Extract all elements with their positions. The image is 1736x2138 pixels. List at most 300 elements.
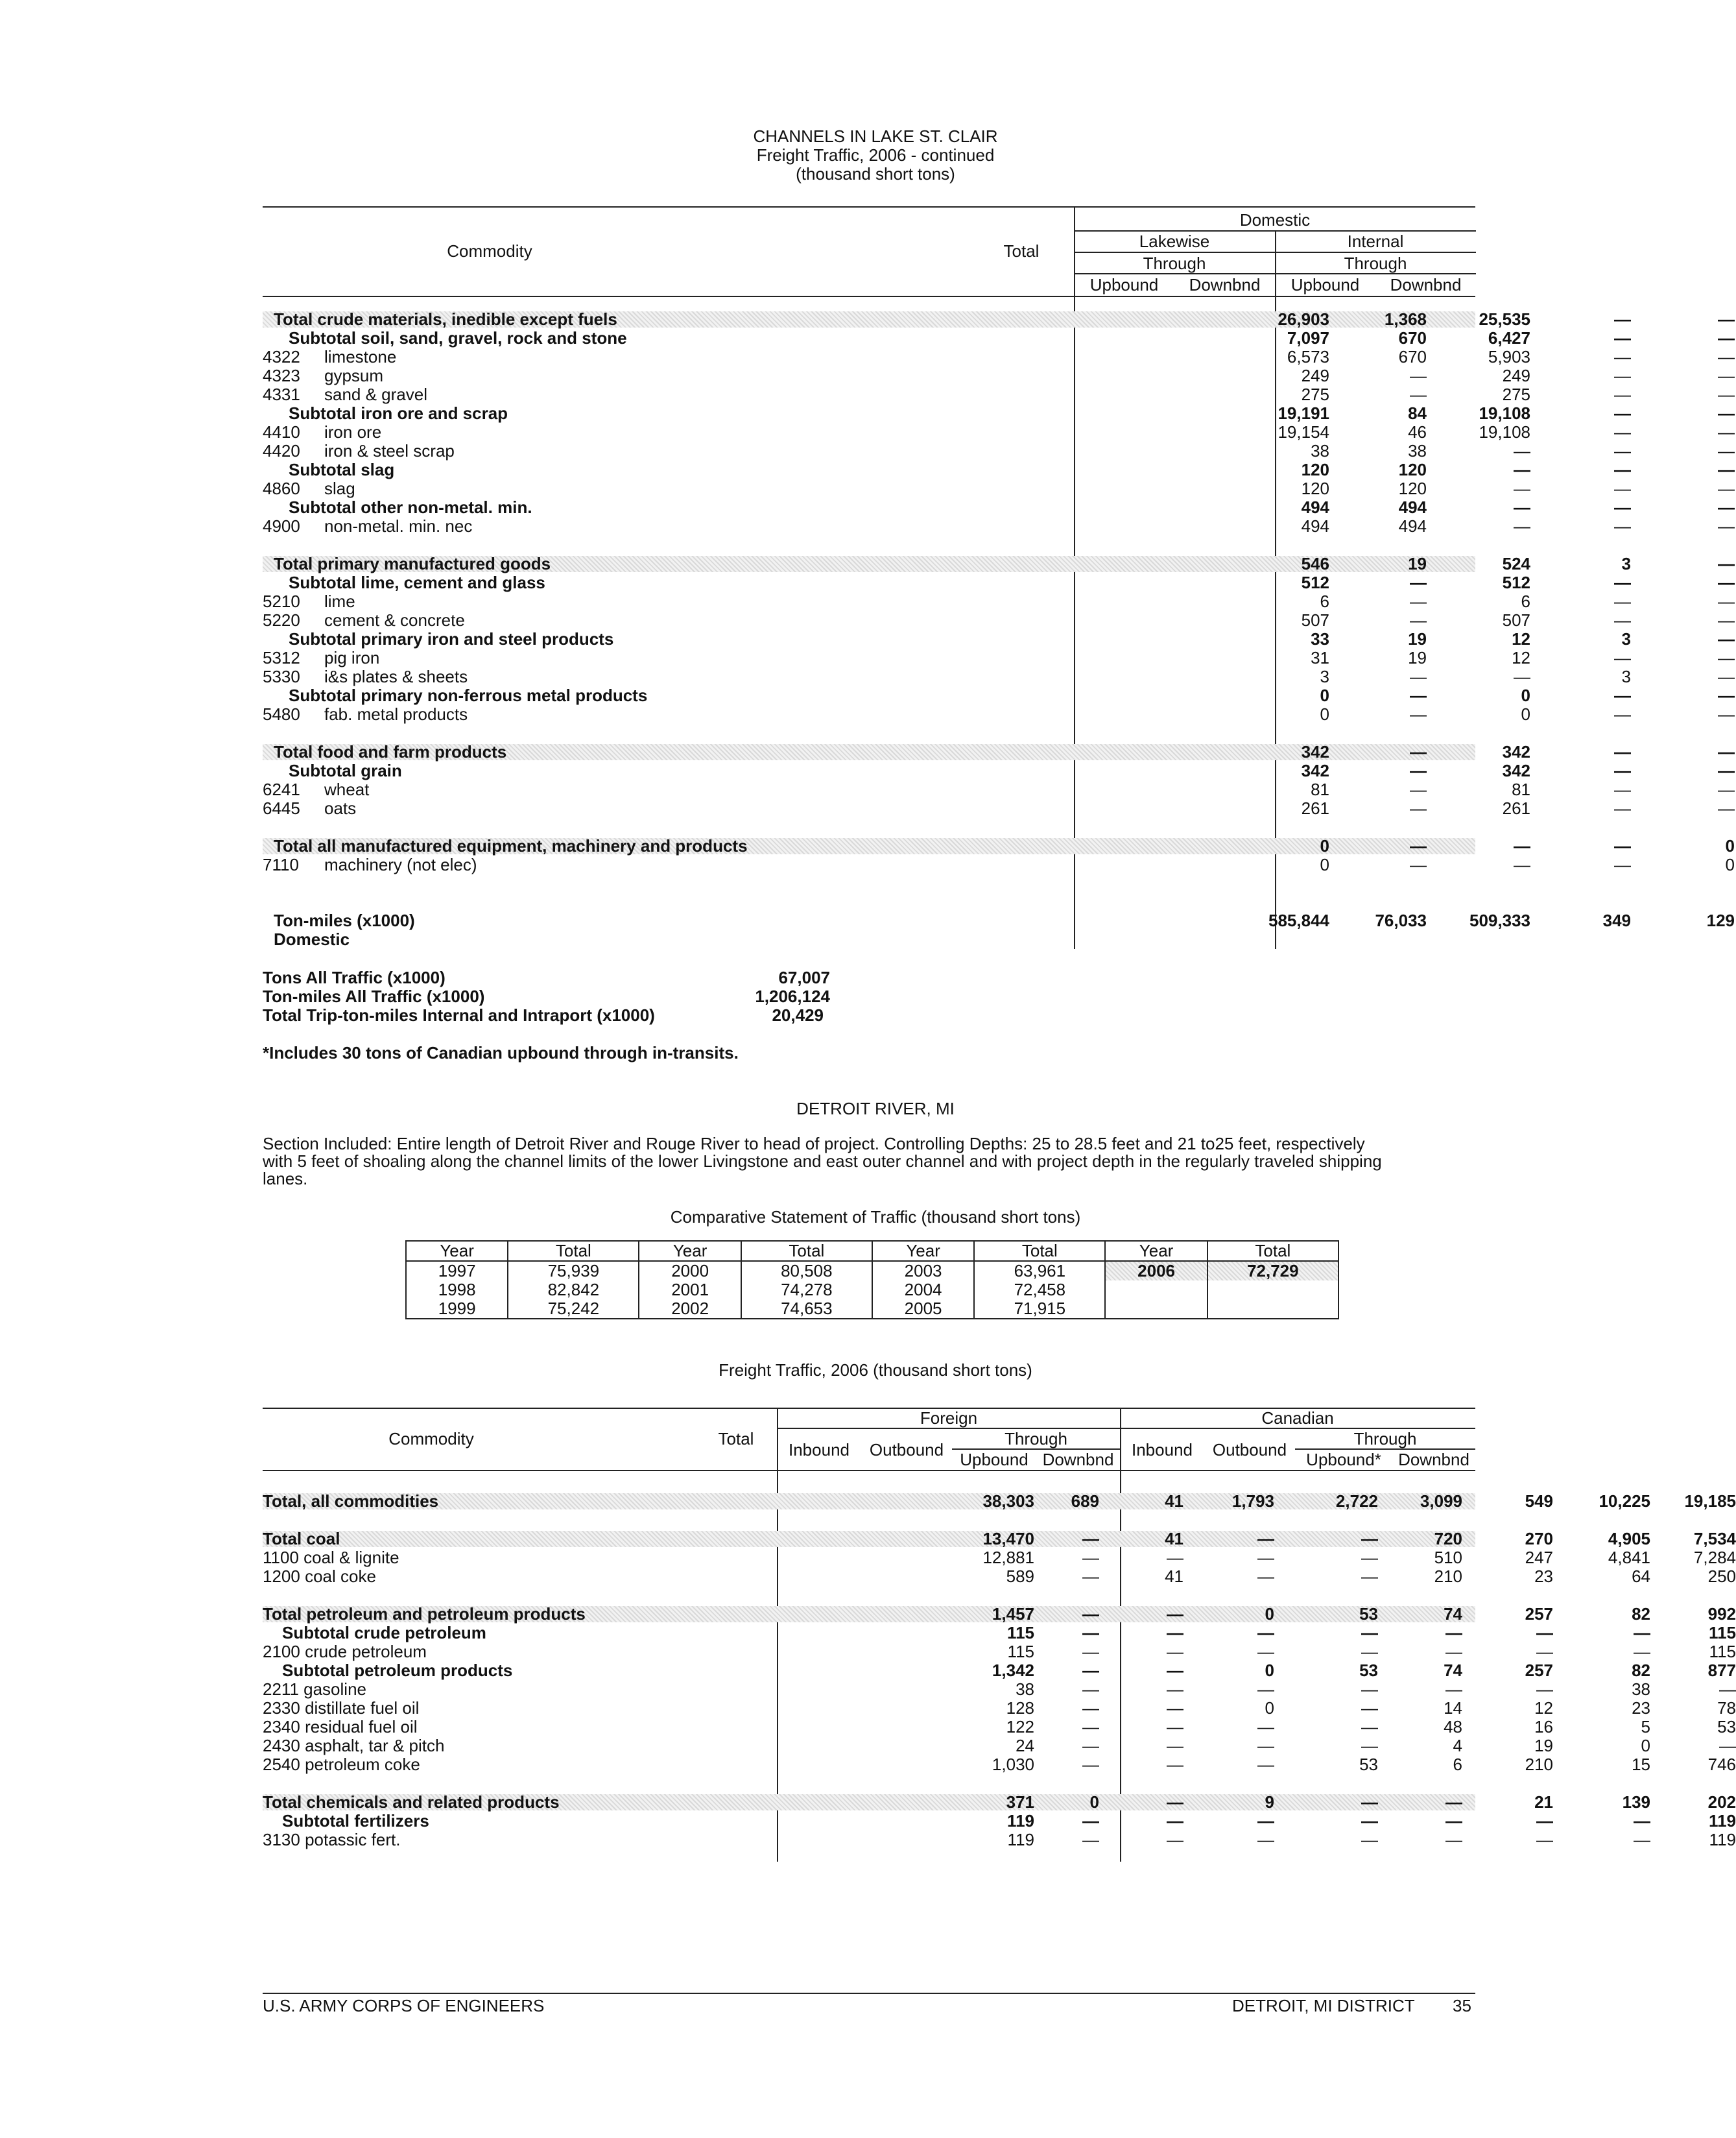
comp-cell: 2006 bbox=[1105, 1261, 1207, 1280]
commodity-code: 6445 bbox=[263, 799, 300, 818]
comp-cell: 74,278 bbox=[741, 1280, 872, 1299]
canadian-outbound: 16 bbox=[1534, 1717, 1553, 1736]
table-row bbox=[263, 1698, 1736, 1718]
commodity-label: Total crude materials, inedible except fuels bbox=[274, 309, 617, 329]
lakewise-downbnd: 275 bbox=[1502, 385, 1530, 404]
lakewise-upbound: — bbox=[1410, 573, 1427, 592]
total-value: 1,457 bbox=[992, 1604, 1034, 1624]
lakewise-downbnd: 512 bbox=[1502, 573, 1530, 592]
lakewise-downbnd: — bbox=[1514, 498, 1530, 517]
foreign-through-upbound: — bbox=[1257, 1642, 1274, 1661]
comp-cell: 72,458 bbox=[974, 1280, 1105, 1299]
foreign-through-upbound: — bbox=[1257, 1830, 1274, 1849]
table-row bbox=[263, 1642, 1736, 1661]
table-row bbox=[263, 1736, 1736, 1755]
table-row bbox=[263, 799, 1735, 818]
total-value: 122 bbox=[1006, 1717, 1034, 1736]
table-row bbox=[263, 742, 1735, 762]
foreign-through-downbnd: 53 bbox=[1359, 1661, 1378, 1680]
commodity-label: 1100 coal & lignite bbox=[263, 1548, 399, 1567]
internal-upbound: — bbox=[1614, 704, 1631, 724]
table-row bbox=[263, 1604, 1736, 1624]
canadian-through-downbnd: 7,284 bbox=[1693, 1548, 1736, 1567]
comp-header-cell: Year bbox=[639, 1241, 741, 1261]
comp-cell: 1999 bbox=[406, 1299, 508, 1319]
commodity-code: 5330 bbox=[263, 667, 300, 686]
comp-cell: 72,729 bbox=[1207, 1261, 1338, 1280]
total-value: 1,030 bbox=[992, 1755, 1034, 1774]
canadian-outbound: 23 bbox=[1534, 1567, 1553, 1586]
table-row bbox=[263, 516, 1735, 536]
total-value: 26,903 bbox=[1278, 309, 1329, 329]
comp-cell bbox=[1105, 1280, 1207, 1299]
canadian-through-upbound: 10,225 bbox=[1599, 1491, 1650, 1511]
internal-downbnd: — bbox=[1718, 422, 1735, 442]
section2-title: DETROIT RIVER, MI bbox=[796, 1099, 955, 1118]
canadian-through-downbnd: 202 bbox=[1707, 1792, 1736, 1812]
lakewise-upbound: — bbox=[1410, 799, 1427, 818]
footer-left: U.S. ARMY CORPS OF ENGINEERS bbox=[263, 1996, 545, 2015]
comp-row bbox=[406, 1299, 1338, 1319]
commodity-label: iron & steel scrap bbox=[324, 441, 455, 461]
lakewise-upbound: 494 bbox=[1398, 516, 1427, 536]
lakewise-downbnd: 19,108 bbox=[1479, 403, 1530, 423]
total-value: 494 bbox=[1301, 516, 1329, 536]
table-row bbox=[263, 648, 1735, 667]
commodity-code: 4900 bbox=[263, 516, 300, 536]
col-internal-upbound: Upbound bbox=[1290, 275, 1360, 294]
internal-downbnd: — bbox=[1718, 385, 1735, 404]
internal-downbnd: — bbox=[1718, 799, 1735, 818]
lakewise-upbound: 120 bbox=[1398, 460, 1427, 479]
comp-cell: 2004 bbox=[872, 1280, 974, 1299]
comp-cell: 71,915 bbox=[974, 1299, 1105, 1319]
table-row bbox=[263, 1661, 1736, 1680]
summary-value-1: 67,007 bbox=[778, 968, 830, 987]
canadian-through-upbound: — bbox=[1634, 1830, 1650, 1849]
table-row bbox=[263, 479, 1735, 498]
table-row bbox=[263, 1811, 1736, 1831]
foreign-through-upbound: — bbox=[1257, 1717, 1274, 1736]
canadian-through-upbound: 15 bbox=[1632, 1755, 1650, 1774]
foreign-through-downbnd: — bbox=[1361, 1717, 1378, 1736]
commodity-label: Total all manufactured equipment, machinery and products bbox=[274, 836, 748, 856]
internal-upbound: — bbox=[1614, 686, 1631, 705]
table-row bbox=[263, 385, 1735, 404]
canadian-inbound: — bbox=[1445, 1792, 1462, 1812]
foreign-through-upbound: — bbox=[1257, 1529, 1274, 1548]
internal-upbound: — bbox=[1614, 498, 1631, 517]
internal-downbnd: 0 bbox=[1725, 855, 1735, 874]
commodity-label: 2340 residual fuel oil bbox=[263, 1717, 418, 1736]
comp-header-cell: Total bbox=[1207, 1241, 1338, 1261]
total-value: 0 bbox=[1320, 855, 1329, 874]
foreign-through-downbnd: 2,722 bbox=[1335, 1491, 1378, 1511]
internal-downbnd: — bbox=[1718, 629, 1735, 649]
canadian-through-downbnd: 115 bbox=[1709, 1642, 1736, 1661]
foreign-outbound: 41 bbox=[1165, 1567, 1183, 1586]
lakewise-upbound: 84 bbox=[1408, 403, 1427, 423]
table-row bbox=[263, 1679, 1736, 1699]
canadian-through-upbound: 4,905 bbox=[1608, 1529, 1650, 1548]
foreign-inbound: 689 bbox=[1071, 1491, 1099, 1511]
foreign-outbound: — bbox=[1167, 1661, 1183, 1680]
canadian-inbound: 74 bbox=[1444, 1661, 1462, 1680]
lakewise-downbnd: 0 bbox=[1521, 686, 1530, 705]
foreign-outbound: — bbox=[1167, 1623, 1183, 1642]
para-line-3: lanes. bbox=[263, 1169, 308, 1188]
comp-header-cell: Total bbox=[741, 1241, 872, 1261]
table-row bbox=[263, 855, 1735, 874]
tonmiles-internal-down: 129 bbox=[1706, 911, 1735, 930]
tonmiles-lakewise-down: 509,333 bbox=[1469, 911, 1530, 930]
comp-cell: 74,653 bbox=[741, 1299, 872, 1319]
lakewise-downbnd: 12 bbox=[1512, 648, 1530, 667]
total-value: 128 bbox=[1006, 1698, 1034, 1718]
footnote: *Includes 30 tons of Canadian upbound through in-transits. bbox=[263, 1043, 739, 1063]
table-row bbox=[263, 836, 1735, 856]
commodity-label: Subtotal petroleum products bbox=[282, 1661, 513, 1680]
foreign-through-downbnd: — bbox=[1361, 1567, 1378, 1586]
total-value: 3 bbox=[1320, 667, 1329, 686]
table-row bbox=[263, 309, 1735, 329]
canadian-through-upbound: 5 bbox=[1641, 1717, 1650, 1736]
commodity-label: 1200 coal coke bbox=[263, 1567, 376, 1586]
canadian-inbound: 720 bbox=[1434, 1529, 1462, 1548]
table-row bbox=[263, 1755, 1736, 1774]
commodity-label: 2211 gasoline bbox=[263, 1679, 366, 1699]
foreign-outbound: — bbox=[1167, 1642, 1183, 1661]
footer-right: DETROIT, MI DISTRICT bbox=[1232, 1996, 1415, 2015]
commodity-label: 2330 distillate fuel oil bbox=[263, 1698, 420, 1718]
internal-downbnd: — bbox=[1718, 742, 1735, 762]
col-canadian-upbound: Upbound* bbox=[1306, 1450, 1381, 1469]
foreign-inbound: — bbox=[1082, 1698, 1099, 1718]
commodity-label: Subtotal grain bbox=[289, 761, 402, 780]
foreign-through-downbnd: — bbox=[1361, 1698, 1378, 1718]
comp-cell: 2005 bbox=[872, 1299, 974, 1319]
tonmiles-total: 585,844 bbox=[1268, 911, 1329, 930]
canadian-through-downbnd: 19,185 bbox=[1684, 1491, 1736, 1511]
comp-row bbox=[406, 1280, 1338, 1299]
canadian-outbound: 12 bbox=[1534, 1698, 1553, 1718]
lakewise-upbound: 46 bbox=[1408, 422, 1427, 442]
col-foreign-upbound: Upbound bbox=[960, 1450, 1029, 1469]
canadian-through-downbnd: — bbox=[1719, 1679, 1736, 1699]
total-value: 38,303 bbox=[982, 1491, 1034, 1511]
canadian-through-upbound: 0 bbox=[1641, 1736, 1650, 1755]
total-value: 19,154 bbox=[1278, 422, 1329, 442]
tonmiles-row bbox=[263, 911, 1735, 930]
total-value: 261 bbox=[1301, 799, 1329, 818]
total-value: 115 bbox=[1007, 1642, 1034, 1661]
col-lakewise-through: Through bbox=[1143, 254, 1206, 273]
total-value: 0 bbox=[1320, 686, 1329, 705]
lakewise-downbnd: — bbox=[1514, 836, 1530, 856]
canadian-outbound: — bbox=[1536, 1830, 1553, 1849]
total-value: 120 bbox=[1301, 479, 1329, 498]
commodity-label: Subtotal crude petroleum bbox=[282, 1623, 486, 1642]
foreign-through-upbound: — bbox=[1257, 1736, 1274, 1755]
table-row bbox=[263, 422, 1735, 442]
internal-upbound: — bbox=[1614, 610, 1631, 630]
foreign-through-upbound: 1,793 bbox=[1231, 1491, 1274, 1511]
col-total-2: Total bbox=[718, 1429, 754, 1448]
tonmiles-lakewise-up: 76,033 bbox=[1375, 911, 1427, 930]
foreign-through-downbnd: — bbox=[1361, 1642, 1378, 1661]
lakewise-upbound: — bbox=[1410, 366, 1427, 385]
commodity-code: 4322 bbox=[263, 347, 300, 366]
internal-downbnd: — bbox=[1718, 460, 1735, 479]
canadian-outbound: — bbox=[1536, 1642, 1553, 1661]
foreign-through-upbound: 0 bbox=[1265, 1604, 1274, 1624]
table-row bbox=[263, 629, 1735, 649]
comp-row bbox=[406, 1261, 1338, 1280]
summary-label-2: Ton-miles All Traffic (x1000) bbox=[263, 987, 485, 1006]
table-row bbox=[263, 1830, 1736, 1849]
lakewise-upbound: 1,368 bbox=[1384, 309, 1427, 329]
comp-cell: 80,508 bbox=[741, 1261, 872, 1280]
commodity-code: 6241 bbox=[263, 780, 300, 799]
lakewise-downbnd: 261 bbox=[1502, 799, 1530, 818]
commodity-label: non-metal. min. nec bbox=[324, 516, 473, 536]
canadian-outbound: 257 bbox=[1525, 1661, 1553, 1680]
total-value: 12,881 bbox=[982, 1548, 1034, 1567]
foreign-through-upbound: — bbox=[1257, 1548, 1274, 1567]
total-value: 31 bbox=[1311, 648, 1329, 667]
canadian-through-downbnd: 992 bbox=[1707, 1604, 1736, 1624]
canadian-outbound: — bbox=[1536, 1679, 1553, 1699]
table-row bbox=[263, 1529, 1736, 1548]
comp-header-cell: Year bbox=[406, 1241, 508, 1261]
foreign-inbound: — bbox=[1082, 1623, 1099, 1642]
canadian-through-downbnd: 78 bbox=[1717, 1698, 1736, 1718]
canadian-inbound: 3,099 bbox=[1420, 1491, 1462, 1511]
total-value: 119 bbox=[1007, 1830, 1034, 1849]
internal-upbound: — bbox=[1614, 761, 1631, 780]
lakewise-downbnd: — bbox=[1514, 460, 1530, 479]
internal-upbound: — bbox=[1614, 855, 1631, 874]
total-value: 115 bbox=[1007, 1623, 1034, 1642]
foreign-through-downbnd: 53 bbox=[1359, 1755, 1378, 1774]
internal-downbnd: — bbox=[1718, 309, 1735, 329]
canadian-outbound: 549 bbox=[1525, 1491, 1553, 1511]
section2-paragraph bbox=[263, 1135, 1475, 1188]
commodity-label: i&s plates & sheets bbox=[324, 667, 468, 686]
col-foreign-inbound: Inbound bbox=[789, 1440, 850, 1459]
lakewise-downbnd: 342 bbox=[1502, 761, 1530, 780]
lakewise-downbnd: 524 bbox=[1502, 554, 1530, 573]
table-row bbox=[263, 441, 1735, 461]
commodity-code: 4410 bbox=[263, 422, 300, 442]
lakewise-upbound: — bbox=[1410, 836, 1427, 856]
table-row bbox=[263, 761, 1735, 780]
total-value: 546 bbox=[1301, 554, 1329, 573]
table-row bbox=[263, 498, 1735, 517]
lakewise-upbound: 38 bbox=[1408, 441, 1427, 461]
comp-cell: 2000 bbox=[639, 1261, 741, 1280]
lakewise-upbound: — bbox=[1410, 704, 1427, 724]
total-value: 19,191 bbox=[1278, 403, 1329, 423]
internal-upbound: — bbox=[1614, 836, 1631, 856]
lakewise-upbound: 670 bbox=[1398, 328, 1427, 348]
commodity-label: limestone bbox=[324, 347, 397, 366]
lakewise-upbound: — bbox=[1410, 780, 1427, 799]
commodity-label: Subtotal lime, cement and glass bbox=[289, 573, 545, 592]
lakewise-downbnd: 6 bbox=[1521, 592, 1530, 611]
internal-upbound: — bbox=[1614, 742, 1631, 762]
internal-downbnd: — bbox=[1718, 516, 1735, 536]
commodity-label: Total chemicals and related products bbox=[263, 1792, 560, 1812]
total-value: 0 bbox=[1320, 704, 1329, 724]
commodity-code: 5480 bbox=[263, 704, 300, 724]
foreign-outbound: — bbox=[1167, 1811, 1183, 1831]
col-domestic: Domestic bbox=[1239, 210, 1311, 230]
page-units: (thousand short tons) bbox=[796, 164, 955, 184]
total-value: 6,573 bbox=[1287, 347, 1329, 366]
table-row bbox=[263, 1792, 1736, 1812]
total-value: 1,342 bbox=[992, 1661, 1034, 1680]
commodity-label: Total primary manufactured goods bbox=[274, 554, 551, 573]
total-value: 119 bbox=[1007, 1811, 1034, 1831]
foreign-outbound: — bbox=[1167, 1679, 1183, 1699]
canadian-through-upbound: 38 bbox=[1632, 1679, 1650, 1699]
internal-upbound: — bbox=[1614, 573, 1631, 592]
comp-header-cell: Total bbox=[974, 1241, 1105, 1261]
commodity-label: Subtotal other non-metal. min. bbox=[289, 498, 532, 517]
table-row bbox=[263, 460, 1735, 479]
summary-value-2: 1,206,124 bbox=[755, 987, 830, 1006]
canadian-inbound: — bbox=[1445, 1642, 1462, 1661]
foreign-through-upbound: 0 bbox=[1265, 1661, 1274, 1680]
foreign-inbound: — bbox=[1082, 1830, 1099, 1849]
internal-downbnd: — bbox=[1718, 403, 1735, 423]
canadian-through-upbound: 4,841 bbox=[1608, 1548, 1650, 1567]
comp-header-cell: Total bbox=[508, 1241, 639, 1261]
internal-downbnd: — bbox=[1718, 366, 1735, 385]
comp-cell bbox=[1105, 1299, 1207, 1319]
comp-cell: 2002 bbox=[639, 1299, 741, 1319]
internal-downbnd: 0 bbox=[1725, 836, 1735, 856]
total-value: 0 bbox=[1320, 836, 1329, 856]
foreign-outbound: 41 bbox=[1165, 1491, 1183, 1511]
commodity-label: wheat bbox=[324, 780, 370, 799]
table-row bbox=[263, 1548, 1736, 1567]
table-row bbox=[263, 328, 1735, 348]
canadian-through-upbound: — bbox=[1634, 1642, 1650, 1661]
tonmiles-label: Ton-miles (x1000) bbox=[274, 911, 415, 930]
foreign-through-upbound: — bbox=[1257, 1679, 1274, 1699]
comp-cell: 82,842 bbox=[508, 1280, 639, 1299]
para-line-1: Section Included: Entire length of Detroit River and Rouge River to head of project. Controlling Depths: 25 to 28.5 feet and 21 to25 feet, respectively bbox=[263, 1134, 1365, 1153]
lakewise-upbound: 494 bbox=[1398, 498, 1427, 517]
lakewise-upbound: — bbox=[1410, 385, 1427, 404]
total-value: 494 bbox=[1301, 498, 1329, 517]
canadian-inbound: 74 bbox=[1444, 1604, 1462, 1624]
internal-upbound: — bbox=[1614, 309, 1631, 329]
canadian-outbound: — bbox=[1536, 1623, 1553, 1642]
canadian-through-downbnd: 250 bbox=[1707, 1567, 1736, 1586]
lakewise-upbound: 670 bbox=[1398, 347, 1427, 366]
internal-downbnd: — bbox=[1718, 610, 1735, 630]
canadian-outbound: 21 bbox=[1534, 1792, 1553, 1812]
canadian-through-downbnd: — bbox=[1719, 1736, 1736, 1755]
canadian-inbound: 6 bbox=[1453, 1755, 1462, 1774]
table-row bbox=[263, 403, 1735, 423]
canadian-inbound: — bbox=[1445, 1623, 1462, 1642]
foreign-through-downbnd: — bbox=[1361, 1792, 1378, 1812]
internal-upbound: — bbox=[1614, 460, 1631, 479]
col-internal-downbnd: Downbnd bbox=[1390, 275, 1462, 294]
foreign-inbound: — bbox=[1082, 1736, 1099, 1755]
foreign-inbound: — bbox=[1082, 1642, 1099, 1661]
commodity-label: Total coal bbox=[263, 1529, 340, 1548]
page-title: CHANNELS IN LAKE ST. CLAIR bbox=[753, 126, 998, 146]
commodity-label: 2430 asphalt, tar & pitch bbox=[263, 1736, 445, 1755]
internal-upbound: — bbox=[1614, 441, 1631, 461]
foreign-outbound: — bbox=[1167, 1717, 1183, 1736]
lakewise-upbound: 19 bbox=[1408, 629, 1427, 649]
lakewise-upbound: — bbox=[1410, 667, 1427, 686]
foreign-inbound: — bbox=[1082, 1529, 1099, 1548]
lakewise-downbnd: 249 bbox=[1502, 366, 1530, 385]
lakewise-upbound: — bbox=[1410, 592, 1427, 611]
internal-upbound: — bbox=[1614, 403, 1631, 423]
lakewise-downbnd: 19,108 bbox=[1479, 422, 1530, 442]
summary-value-3: 20,429 bbox=[772, 1005, 824, 1025]
comp-cell: 75,242 bbox=[508, 1299, 639, 1319]
comp-cell: 63,961 bbox=[974, 1261, 1105, 1280]
table-row bbox=[263, 554, 1735, 573]
lakewise-upbound: — bbox=[1410, 742, 1427, 762]
comp-cell: 2003 bbox=[872, 1261, 974, 1280]
commodity-code: 4860 bbox=[263, 479, 300, 498]
total-value: 371 bbox=[1006, 1792, 1034, 1812]
canadian-outbound: 247 bbox=[1525, 1548, 1553, 1567]
summary-label-1: Tons All Traffic (x1000) bbox=[263, 968, 446, 987]
canadian-through-downbnd: 53 bbox=[1717, 1717, 1736, 1736]
canadian-outbound: 270 bbox=[1525, 1529, 1553, 1548]
lakewise-downbnd: 25,535 bbox=[1479, 309, 1530, 329]
page-subtitle: Freight Traffic, 2006 - continued bbox=[756, 145, 995, 165]
canadian-outbound: 19 bbox=[1534, 1736, 1553, 1755]
table-row bbox=[263, 704, 1735, 724]
foreign-inbound: — bbox=[1082, 1548, 1099, 1567]
col-lakewise-downbnd: Downbnd bbox=[1189, 275, 1261, 294]
tonmiles-internal-up: 349 bbox=[1602, 911, 1631, 930]
internal-downbnd: — bbox=[1718, 761, 1735, 780]
internal-upbound: 3 bbox=[1621, 554, 1631, 573]
internal-downbnd: — bbox=[1718, 592, 1735, 611]
commodity-label: lime bbox=[324, 592, 355, 611]
lakewise-upbound: — bbox=[1410, 761, 1427, 780]
comp-header-cell: Year bbox=[1105, 1241, 1207, 1261]
commodity-label: 2540 petroleum coke bbox=[263, 1755, 420, 1774]
total-value: 7,097 bbox=[1287, 328, 1329, 348]
freight-title: Freight Traffic, 2006 (thousand short tons) bbox=[719, 1360, 1032, 1380]
comp-cell: 75,939 bbox=[508, 1261, 639, 1280]
tonmiles-sub: Domestic bbox=[274, 930, 350, 949]
commodity-code: 4323 bbox=[263, 366, 300, 385]
foreign-through-upbound: — bbox=[1257, 1623, 1274, 1642]
internal-downbnd: — bbox=[1718, 648, 1735, 667]
foreign-through-downbnd: — bbox=[1361, 1623, 1378, 1642]
commodity-code: 5312 bbox=[263, 648, 300, 667]
foreign-through-downbnd: 53 bbox=[1359, 1604, 1378, 1624]
col-foreign-outbound: Outbound bbox=[869, 1440, 944, 1459]
commodity-label: Total petroleum and petroleum products bbox=[263, 1604, 586, 1624]
comp-cell: 2001 bbox=[639, 1280, 741, 1299]
